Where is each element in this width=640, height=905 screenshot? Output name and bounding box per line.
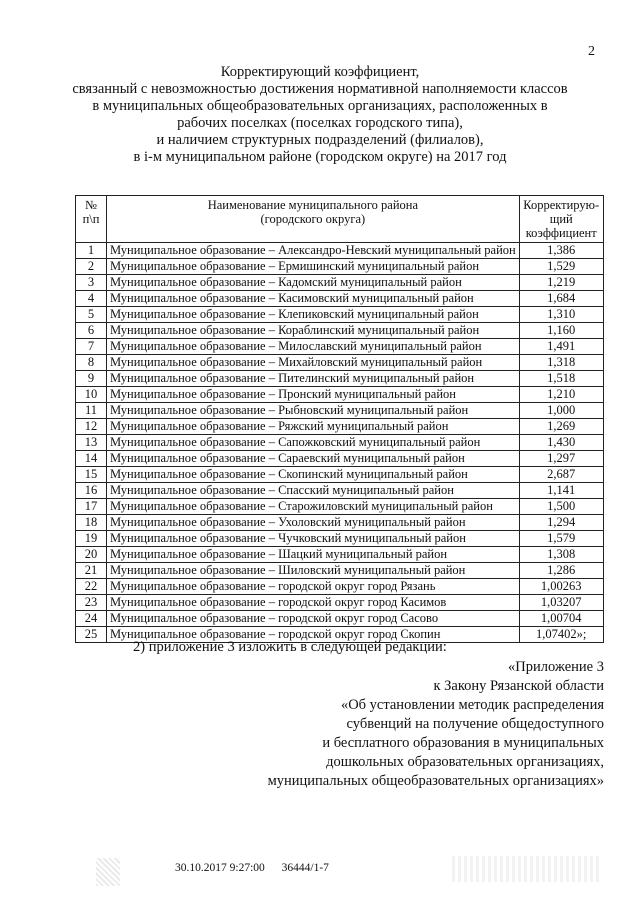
header-coef-line: коэффициент <box>525 226 597 240</box>
table-row <box>76 275 604 291</box>
row-coefficient: 1,318 <box>519 355 603 371</box>
row-name: Муниципальное образование – Рыбновский муниципальный район <box>107 403 520 419</box>
row-coefficient: 1,219 <box>519 275 603 291</box>
title-line: в i-м муниципальном районе (городском округе) на 2017 год <box>133 149 507 165</box>
faded-stamp-mark <box>452 856 602 882</box>
appendix-line: и бесплатного образования в муниципальных <box>322 735 604 751</box>
table-row <box>76 531 604 547</box>
row-coefficient: 1,00704 <box>519 611 603 627</box>
row-number: 15 <box>76 467 107 483</box>
row-coefficient: 1,210 <box>519 387 603 403</box>
row-coefficient: 1,308 <box>519 547 603 563</box>
row-number: 2 <box>76 259 107 275</box>
row-coefficient: 1,00263 <box>519 579 603 595</box>
row-coefficient: 1,07402»; <box>519 627 603 643</box>
row-name: Муниципальное образование – городской округ город Рязань <box>107 579 520 595</box>
appendix-line: муниципальных общеобразовательных организациях» <box>267 773 604 789</box>
row-coefficient: 1,500 <box>519 499 603 515</box>
row-number: 7 <box>76 339 107 355</box>
title-line: связанный с невозможностью достижения нормативной наполняемости классов <box>72 81 568 97</box>
appendix-line: субвенций на получение общедоступного <box>346 716 604 732</box>
row-name: Муниципальное образование – Кораблинский муниципальный район <box>107 323 520 339</box>
row-name: Муниципальное образование – Сараевский муниципальный район <box>107 451 520 467</box>
page-number: 2 <box>588 44 595 59</box>
row-name: Муниципальное образование – Чучковский муниципальный район <box>107 531 520 547</box>
title-line: в муниципальных общеобразовательных организациях, расположенных в <box>92 98 548 114</box>
table-row <box>76 579 604 595</box>
row-coefficient: 1,141 <box>519 483 603 499</box>
row-coefficient: 1,297 <box>519 451 603 467</box>
footer-timestamp: 30.10.2017 9:27:00 <box>175 862 265 874</box>
row-name: Муниципальное образование – Спасский муниципальный район <box>107 483 520 499</box>
row-name: Муниципальное образование – Милославский муниципальный район <box>107 339 520 355</box>
row-name: Муниципальное образование – Ухоловский муниципальный район <box>107 515 520 531</box>
row-number: 21 <box>76 563 107 579</box>
row-coefficient: 1,491 <box>519 339 603 355</box>
table-body <box>76 243 604 643</box>
row-name: Муниципальное образование – Михайловский муниципальный район <box>107 355 520 371</box>
appendix-line: «Приложение 3 <box>508 659 604 675</box>
table-row <box>76 435 604 451</box>
table-row <box>76 259 604 275</box>
row-name: Муниципальное образование – Ряжский муниципальный район <box>107 419 520 435</box>
table-row <box>76 355 604 371</box>
row-coefficient: 1,269 <box>519 419 603 435</box>
table-header-row <box>76 196 604 243</box>
footer <box>175 862 329 874</box>
row-coefficient: 1,386 <box>519 243 603 259</box>
row-number: 18 <box>76 515 107 531</box>
row-name: Муниципальное образование – Старожиловский муниципальный район <box>107 499 520 515</box>
row-coefficient: 1,310 <box>519 307 603 323</box>
appendix-line: «Об установлении методик распределения <box>340 697 604 713</box>
footer-doc-id: 36444/1-7 <box>281 862 329 874</box>
appendix-line: к Закону Рязанской области <box>433 678 604 694</box>
row-name: Муниципальное образование – Ермишинский муниципальный район <box>107 259 520 275</box>
row-name: Муниципальное образование – городской округ город Касимов <box>107 595 520 611</box>
row-name: Муниципальное образование – Кадомский муниципальный район <box>107 275 520 291</box>
row-name: Муниципальное образование – городской округ город Сасово <box>107 611 520 627</box>
row-number: 4 <box>76 291 107 307</box>
row-name: Муниципальное образование – Пителинский муниципальный район <box>107 371 520 387</box>
table-row <box>76 595 604 611</box>
table-row <box>76 547 604 563</box>
row-number: 17 <box>76 499 107 515</box>
row-number: 23 <box>76 595 107 611</box>
table-row <box>76 515 604 531</box>
table-row <box>76 387 604 403</box>
title-line: и наличием структурных подразделений (филиалов), <box>156 132 484 148</box>
table-row <box>76 563 604 579</box>
table-row <box>76 371 604 387</box>
table-row <box>76 403 604 419</box>
row-name: Муниципальное образование – Шацкий муниципальный район <box>107 547 520 563</box>
row-coefficient: 1,000 <box>519 403 603 419</box>
row-number: 6 <box>76 323 107 339</box>
header-num-line: п\п <box>82 212 100 226</box>
row-name: Муниципальное образование – Александро-Невский муниципальный район <box>107 243 520 259</box>
row-number: 9 <box>76 371 107 387</box>
header-num-line: № <box>85 198 97 212</box>
header-num <box>76 196 107 243</box>
header-coef-line: щий <box>549 212 573 226</box>
table-row <box>76 339 604 355</box>
row-number: 5 <box>76 307 107 323</box>
row-coefficient: 1,518 <box>519 371 603 387</box>
table-row <box>76 307 604 323</box>
coefficient-table <box>75 195 604 643</box>
scan-stamp-mark <box>96 858 120 886</box>
table-row <box>76 291 604 307</box>
row-number: 1 <box>76 243 107 259</box>
table-row <box>76 499 604 515</box>
row-number: 25 <box>76 627 107 643</box>
appendix-heading <box>268 658 604 791</box>
header-name-line: Наименование муниципального района <box>207 198 418 212</box>
document-title <box>60 64 580 166</box>
row-name: Муниципальное образование – Шиловский муниципальный район <box>107 563 520 579</box>
header-coef <box>519 196 603 243</box>
row-name: Муниципальное образование – городской округ город Скопин <box>107 627 520 643</box>
table-row <box>76 419 604 435</box>
row-number: 14 <box>76 451 107 467</box>
row-number: 22 <box>76 579 107 595</box>
table-row <box>76 243 604 259</box>
row-number: 16 <box>76 483 107 499</box>
header-name-line: (городского округа) <box>260 212 366 226</box>
row-number: 3 <box>76 275 107 291</box>
row-coefficient: 2,687 <box>519 467 603 483</box>
table-row <box>76 467 604 483</box>
row-coefficient: 1,529 <box>519 259 603 275</box>
row-name: Муниципальное образование – Пронский муниципальный район <box>107 387 520 403</box>
row-coefficient: 1,430 <box>519 435 603 451</box>
row-coefficient: 1,579 <box>519 531 603 547</box>
row-coefficient: 1,03207 <box>519 595 603 611</box>
table-row <box>76 451 604 467</box>
row-number: 24 <box>76 611 107 627</box>
row-name: Муниципальное образование – Скопинский муниципальный район <box>107 467 520 483</box>
instruction-text: 2) приложение 3 изложить в следующей редакции: <box>133 639 447 655</box>
row-name: Муниципальное образование – Клепиковский муниципальный район <box>107 307 520 323</box>
header-name <box>107 196 520 243</box>
row-coefficient: 1,294 <box>519 515 603 531</box>
row-number: 19 <box>76 531 107 547</box>
title-line: рабочих поселках (поселках городского типа), <box>177 115 463 131</box>
row-number: 12 <box>76 419 107 435</box>
table-row <box>76 323 604 339</box>
row-number: 13 <box>76 435 107 451</box>
row-coefficient: 1,684 <box>519 291 603 307</box>
row-coefficient: 1,286 <box>519 563 603 579</box>
row-number: 8 <box>76 355 107 371</box>
table-row <box>76 483 604 499</box>
row-name: Муниципальное образование – Сапожковский муниципальный район <box>107 435 520 451</box>
row-number: 11 <box>76 403 107 419</box>
row-coefficient: 1,160 <box>519 323 603 339</box>
header-coef-line: Корректирую- <box>523 198 600 212</box>
row-number: 20 <box>76 547 107 563</box>
title-line: Корректирующий коэффициент, <box>220 64 420 80</box>
row-name: Муниципальное образование – Касимовский муниципальный район <box>107 291 520 307</box>
table-row <box>76 611 604 627</box>
appendix-line: дошкольных образовательных организациях, <box>326 754 604 770</box>
row-number: 10 <box>76 387 107 403</box>
